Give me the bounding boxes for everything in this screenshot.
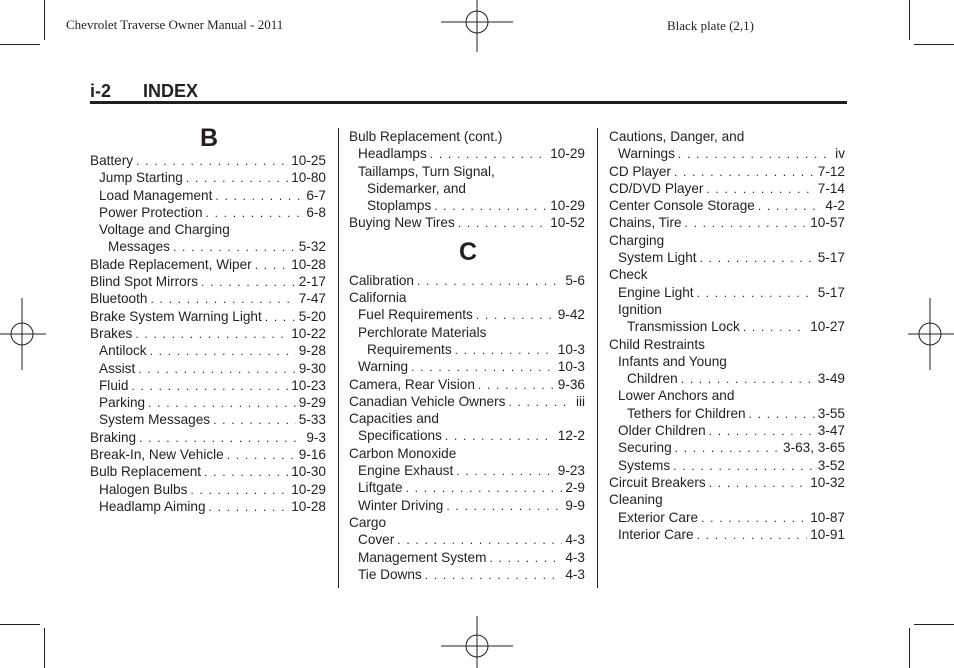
index-entry-term: Carbon Monoxide: [349, 445, 457, 461]
dot-leader: [173, 239, 296, 256]
index-entry: [609, 422, 845, 439]
index-entry: [90, 273, 326, 290]
index-entry: [609, 128, 845, 145]
index-entry: [609, 457, 845, 474]
index-entry-term: System Light: [618, 250, 697, 266]
index-entry-term: Bulb Replacement (cont.): [349, 129, 503, 144]
index-entry: [349, 341, 585, 358]
index-column-2: [349, 128, 585, 583]
index-entry-term: Camera, Rear Vision: [349, 376, 475, 392]
index-entry: [90, 187, 326, 204]
index-entry-page: 10-25: [291, 153, 326, 168]
index-entry-term: Interior Care: [618, 526, 694, 542]
index-entry-term: Requirements: [367, 341, 452, 357]
index-entry-term: Bluetooth: [90, 291, 148, 307]
index-entry-term: Brakes: [90, 325, 133, 341]
index-entry-page: 10-91: [810, 526, 845, 542]
index-entry-page: 9-42: [557, 307, 585, 323]
index-entry-page: 10-57: [810, 215, 845, 231]
index-entry-term: CD Player: [609, 163, 671, 179]
index-entry: [349, 358, 585, 375]
index-entry: [609, 353, 845, 370]
index-entry-page: 10-29: [550, 146, 585, 162]
index-entry-term: Headlamp Aiming: [99, 498, 206, 514]
index-entry-term: Jump Starting: [99, 170, 183, 186]
dot-leader: [700, 250, 815, 267]
index-entry: [90, 204, 326, 221]
crop-mark: [909, 0, 910, 40]
index-entry-page: 9-16: [298, 447, 326, 463]
dot-leader: [758, 198, 823, 215]
dot-leader: [213, 412, 296, 429]
dot-leader: [675, 440, 780, 457]
index-entry-page: 2-9: [565, 480, 585, 496]
index-entry-page: 9-30: [298, 360, 326, 376]
index-entry-page: 2-17: [298, 274, 326, 290]
index-entry: [609, 526, 845, 543]
dot-leader: [455, 342, 555, 359]
dot-leader: [406, 480, 563, 497]
index-entry-page: 4-3: [565, 532, 585, 548]
index-entry: [609, 145, 845, 162]
index-entry-term: Buying New Tires: [349, 215, 455, 231]
index-column-3: [609, 128, 845, 543]
index-entry-page: 10-87: [810, 509, 845, 525]
index-entry-term: Center Console Storage: [609, 198, 755, 214]
index-entry-term: Cleaning: [609, 492, 663, 508]
page-number: i-2: [90, 81, 112, 101]
index-entry: [609, 180, 845, 197]
heading-rule: [90, 101, 847, 104]
index-entry-term: Older Children: [618, 423, 706, 439]
document-header-right: Black plate (2,1): [667, 18, 754, 33]
dot-leader: [139, 430, 303, 447]
dot-leader: [709, 475, 808, 492]
index-entry-page: 9-28: [298, 343, 326, 359]
dot-leader: [215, 188, 303, 205]
dot-leader: [227, 447, 296, 464]
index-entry-page: 7-47: [298, 291, 326, 307]
index-letter-heading: B: [200, 124, 219, 152]
index-entry-term: Canadian Vehicle Owners: [349, 393, 506, 409]
index-entry-page: iv: [835, 146, 845, 162]
index-entry: [609, 318, 845, 335]
index-entry-page: 10-23: [291, 377, 326, 393]
index-entry-term: Antilock: [99, 343, 147, 359]
dot-leader: [148, 395, 296, 412]
index-entry: [90, 411, 326, 428]
index-entry: [90, 394, 326, 411]
index-entry: [349, 145, 585, 162]
crop-mark: [44, 0, 45, 40]
index-entry-term: Lower Anchors and: [618, 388, 735, 404]
dot-leader: [150, 343, 296, 360]
index-entry: [349, 479, 585, 496]
index-entry-term: Bulb Replacement: [90, 464, 202, 480]
dot-leader: [749, 406, 815, 423]
index-entry-page: 10-22: [291, 325, 326, 341]
index-entry-page: 12-2: [557, 428, 585, 444]
dot-leader: [411, 359, 555, 376]
dot-leader: [425, 567, 563, 584]
index-entry-page: 3-49: [817, 371, 845, 387]
index-entry-page: 4-3: [565, 566, 585, 582]
index-entry-term: Fuel Requirements: [358, 307, 473, 323]
section-heading: [90, 81, 847, 103]
index-entry: [349, 497, 585, 514]
index-entry-term: Sidemarker, and: [367, 180, 466, 196]
index-entry: [349, 306, 585, 323]
index-entry: [90, 308, 326, 325]
index-entry: [90, 221, 326, 238]
index-entry-term: Chains, Tire: [609, 215, 682, 231]
index-entry-page: 10-28: [291, 256, 326, 272]
index-entry: [609, 509, 845, 526]
index-entry-page: 5-33: [298, 412, 326, 428]
index-entry: [90, 290, 326, 307]
index-entry: [609, 301, 845, 318]
index-entry-term: Assist: [99, 360, 136, 376]
crop-mark: [914, 624, 954, 625]
crop-mark: [0, 624, 40, 625]
column-divider: [597, 128, 598, 588]
index-entry: [609, 370, 845, 387]
dot-leader: [186, 170, 288, 187]
dot-leader: [397, 532, 562, 549]
index-entry: [609, 266, 845, 283]
index-entry-page: 9-36: [557, 376, 585, 392]
dot-leader: [489, 550, 562, 567]
index-entry-page: 9-29: [298, 395, 326, 411]
index-entry-page: 3-63, 3-65: [783, 440, 845, 456]
index-entry: [609, 163, 845, 180]
dot-leader: [706, 181, 814, 198]
index-entry-page: 5-17: [817, 284, 845, 300]
index-entry-page: 10-80: [291, 170, 326, 186]
index-entry-page: 9-3: [306, 429, 326, 445]
index-entry: [609, 405, 845, 422]
index-entry: [609, 197, 845, 214]
registration-mark-right: [908, 298, 954, 370]
index-entry: [90, 169, 326, 186]
index-entry-term: Stoplamps: [367, 198, 432, 214]
index-entry: [349, 410, 585, 427]
dot-leader: [743, 319, 807, 336]
index-entry-term: Engine Exhaust: [358, 463, 454, 479]
index-entry: [609, 336, 845, 353]
index-entry-term: Infants and Young: [618, 353, 727, 369]
index-entry-term: Check: [609, 267, 648, 283]
index-entry-term: Children: [627, 371, 678, 387]
index-entry: [349, 289, 585, 306]
dot-leader: [697, 285, 815, 302]
index-entry-term: CD/DVD Player: [609, 180, 704, 196]
index-entry-term: Child Restraints: [609, 336, 705, 352]
index-entry-term: Engine Light: [618, 284, 694, 300]
index-entry-page: 5-20: [298, 308, 326, 324]
index-entry-page: 10-28: [291, 498, 326, 514]
dot-leader: [701, 510, 807, 527]
index-entry: [349, 393, 585, 410]
dot-leader: [458, 215, 547, 232]
index-entry-term: Messages: [108, 239, 170, 255]
index-entry: [90, 238, 326, 255]
index-entry: [349, 549, 585, 566]
index-entry: [90, 463, 326, 480]
index-entry-term: Power Protection: [99, 204, 203, 220]
index-entry: [609, 474, 845, 491]
dot-leader: [476, 307, 555, 324]
dot-leader: [478, 377, 555, 394]
index-entry-term: Brake System Warning Light: [90, 308, 262, 324]
index-entry-term: Load Management: [99, 187, 213, 203]
index-entry-page: iii: [575, 393, 585, 409]
index-entry: [90, 325, 326, 342]
index-entry-term: Specifications: [358, 428, 442, 444]
index-entry: [349, 566, 585, 583]
index-entry: [90, 446, 326, 463]
index-letter-heading: C: [459, 237, 478, 266]
index-entry-term: Tethers for Children: [627, 405, 746, 421]
index-entry-term: Perchlorate Materials: [358, 324, 487, 340]
index-entry-page: 10-29: [550, 198, 585, 214]
index-entry-page: 9-9: [565, 497, 585, 513]
dot-leader: [131, 378, 288, 395]
index-entry: [349, 427, 585, 444]
index-entry-term: Parking: [99, 395, 146, 411]
index-entry-page: 10-29: [291, 481, 326, 497]
crop-mark: [0, 44, 40, 45]
dot-leader: [681, 371, 815, 388]
index-entry-term: Transmission Lock: [627, 319, 740, 335]
index-entry-term: Halogen Bulbs: [99, 481, 188, 497]
index-entry-page: 7-14: [817, 180, 845, 196]
index-entry: [349, 214, 585, 231]
registration-mark-bottom: [441, 616, 513, 668]
dot-leader: [446, 498, 562, 515]
index-entry: [349, 272, 585, 289]
dot-leader: [135, 326, 288, 343]
index-entry-term: System Messages: [99, 412, 211, 428]
index-entry-page: 7-12: [817, 163, 845, 179]
index-entry-page: 5-32: [298, 239, 326, 255]
index-entry: [349, 163, 585, 180]
index-entry: [609, 284, 845, 301]
index-entry: [90, 360, 326, 377]
dot-leader: [136, 153, 288, 170]
dot-leader: [674, 164, 815, 181]
index-entry-page: 6-7: [306, 187, 326, 203]
index-entry: [90, 377, 326, 394]
dot-leader: [445, 428, 555, 445]
index-entry-term: Voltage and Charging: [99, 222, 230, 238]
index-entry: [349, 180, 585, 197]
dot-leader: [456, 463, 555, 480]
dot-leader: [709, 423, 815, 440]
index-entry-term: Warnings: [618, 146, 675, 162]
index-entry-term: Headlamps: [358, 146, 427, 162]
document-header-left: Chevrolet Traverse Owner Manual - 2011: [66, 17, 284, 32]
index-entry-term: Charging: [609, 232, 665, 248]
index-entry: [349, 128, 585, 145]
dot-leader: [265, 309, 296, 326]
index-entry: [90, 498, 326, 515]
dot-leader: [508, 394, 573, 411]
index-entry-term: Braking: [90, 429, 137, 445]
index-entry: [609, 439, 845, 456]
dot-leader: [417, 273, 562, 290]
index-entry: [349, 531, 585, 548]
index-entry-term: Ignition: [618, 301, 662, 317]
index-entry-page: 5-6: [565, 272, 585, 288]
index-entry-page: 6-8: [306, 204, 326, 220]
index-entry: [609, 491, 845, 508]
index-entry: [609, 214, 845, 231]
dot-leader: [209, 499, 289, 516]
index-entry-term: Fluid: [99, 377, 129, 393]
index-entry-page: 10-3: [557, 359, 585, 375]
index-entry-page: 9-23: [557, 463, 585, 479]
index-entry: [609, 387, 845, 404]
dot-leader: [430, 146, 547, 163]
index-entry-page: 10-52: [550, 215, 585, 231]
index-entry-term: Systems: [618, 457, 671, 473]
index-entry-term: Cautions, Danger, and: [609, 129, 745, 144]
index-entry-term: Securing: [618, 440, 672, 456]
index-entry: [90, 481, 326, 498]
index-entry-term: California: [349, 290, 407, 306]
index-entry-term: Battery: [90, 153, 134, 168]
crop-mark: [909, 628, 910, 668]
index-entry-term: Taillamps, Turn Signal,: [358, 163, 495, 179]
index-entry-term: Exterior Care: [618, 509, 699, 525]
dot-leader: [138, 361, 296, 378]
index-entry-term: Warning: [358, 359, 409, 375]
index-entry: [349, 197, 585, 214]
dot-leader: [697, 527, 808, 544]
index-entry-page: 10-32: [810, 474, 845, 490]
dot-leader: [685, 215, 808, 232]
index-entry-page: 3-47: [817, 423, 845, 439]
index-entry-term: Cargo: [349, 514, 387, 530]
dot-leader: [434, 198, 547, 215]
dot-leader: [255, 257, 289, 274]
index-entry-term: Cover: [358, 532, 395, 548]
index-entry: [90, 342, 326, 359]
crop-mark: [44, 628, 45, 668]
index-entry-term: Management System: [358, 549, 487, 565]
crop-mark: [914, 44, 954, 45]
index-entry-term: Circuit Breakers: [609, 474, 706, 490]
index-entry: [349, 324, 585, 341]
index-entry-term: Calibration: [349, 272, 414, 288]
index-entry-page: 4-3: [565, 549, 585, 565]
index-entry-term: Liftgate: [358, 480, 403, 496]
dot-leader: [204, 464, 288, 481]
index-entry-term: Blade Replacement, Wiper: [90, 256, 252, 272]
dot-leader: [190, 482, 288, 499]
index-entry-page: 10-30: [291, 464, 326, 480]
index-entry-page: 10-27: [810, 319, 845, 335]
index-entry: [609, 232, 845, 249]
index-entry: [90, 256, 326, 273]
dot-leader: [673, 458, 815, 475]
dot-leader: [201, 274, 296, 291]
index-entry-term: Capacities and: [349, 411, 439, 427]
index-entry: [90, 429, 326, 446]
index-entry-page: 3-55: [817, 405, 845, 421]
index-entry-term: Break-In, New Vehicle: [90, 447, 224, 463]
index-entry-page: 4-2: [825, 198, 845, 214]
index-entry-page: 10-3: [557, 341, 585, 357]
index-entry-page: 3-52: [817, 457, 845, 473]
index-entry: [349, 445, 585, 462]
section-title: INDEX: [143, 81, 199, 101]
index-entry: [90, 152, 326, 169]
index-entry-term: Blind Spot Mirrors: [90, 274, 199, 290]
index-entry-term: Winter Driving: [358, 497, 444, 513]
index-entry-page: 5-17: [817, 250, 845, 266]
index-entry: [349, 462, 585, 479]
index-column-1: [90, 124, 326, 515]
dot-leader: [206, 205, 304, 222]
index-entry: [349, 514, 585, 531]
dot-leader: [678, 146, 832, 163]
dot-leader: [150, 291, 295, 308]
index-entry: [609, 249, 845, 266]
index-entry-term: Tie Downs: [358, 566, 422, 582]
index-entry: [349, 376, 585, 393]
registration-mark-left: [0, 298, 46, 370]
column-divider: [338, 128, 339, 588]
registration-mark-top: [441, 0, 513, 52]
